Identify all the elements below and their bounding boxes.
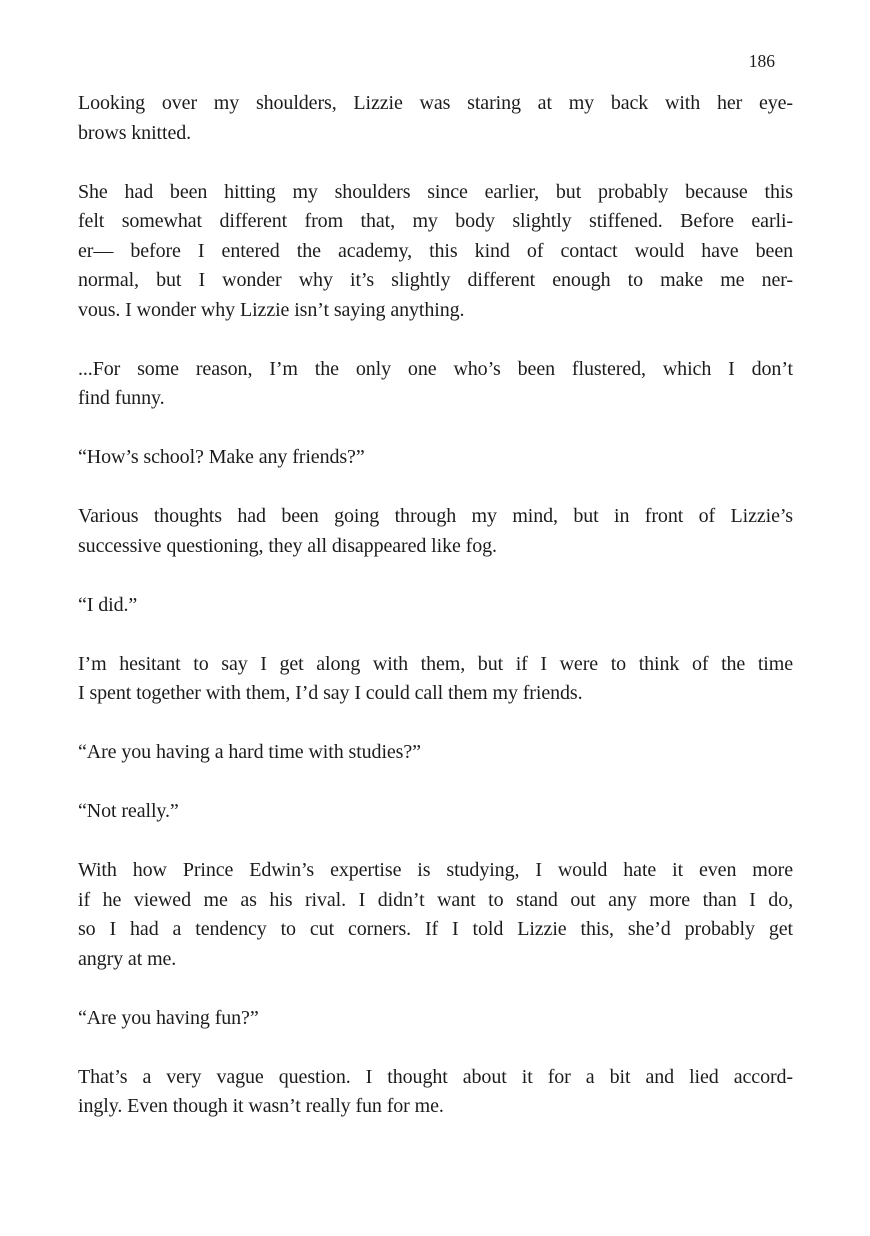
text-line: vous. I wonder why Lizzie isn’t saying anything. bbox=[78, 298, 465, 321]
text-line: That’s a very vague question. I thought about it for a bit and lied accord- bbox=[78, 1065, 793, 1088]
text-line: successive questioning, they all disappeared like fog. bbox=[78, 534, 497, 557]
text-line: find funny. bbox=[78, 387, 165, 409]
text-line: ingly. Even though it wasn’t really fun for me. bbox=[78, 1095, 444, 1117]
text-line: normal, but I wonder why it’s slightly different enough to make me ner- bbox=[78, 269, 793, 291]
text-line: “I did.” bbox=[78, 593, 138, 616]
text-line: She had been hitting my shoulders since earlier, but probably because this bbox=[78, 180, 793, 203]
text-line: felt somewhat different from that, my body slightly stiffened. Before earli- bbox=[78, 210, 793, 232]
paragraph bbox=[78, 1063, 793, 1122]
paragraph bbox=[78, 502, 793, 561]
text-line: “Not really.” bbox=[78, 800, 179, 822]
text-line: I spent together with them, I’d say I could call them my friends. bbox=[78, 682, 583, 704]
text-line: er— before I entered the academy, this kind of contact would have been bbox=[78, 239, 793, 262]
page-number: 186 bbox=[748, 51, 775, 71]
text-line: ...For some reason, I’m the only one who’s been flustered, which I don’t bbox=[78, 357, 793, 380]
paragraph bbox=[78, 443, 793, 473]
paragraph bbox=[78, 797, 793, 827]
text-line: if he viewed me as his rival. I didn’t want to stand out any more than I do, bbox=[78, 888, 793, 911]
text-line: “Are you having a hard time with studies?” bbox=[78, 741, 421, 763]
paragraph bbox=[78, 738, 793, 768]
text-line: Various thoughts had been going through my mind, but in front of Lizzie’s bbox=[78, 505, 793, 527]
text-line: “Are you having fun?” bbox=[78, 1006, 259, 1029]
text-line: “How’s school? Make any friends?” bbox=[78, 446, 365, 468]
page-body bbox=[78, 89, 793, 1122]
text-line: With how Prince Edwin’s expertise is studying, I would hate it even more bbox=[78, 859, 793, 881]
paragraph bbox=[78, 1004, 793, 1034]
text-line: angry at me. bbox=[78, 947, 177, 970]
paragraph bbox=[78, 178, 793, 326]
text-line: I’m hesitant to say I get along with them, but if I were to think of the time bbox=[78, 652, 793, 675]
paragraph bbox=[78, 650, 793, 709]
paragraph bbox=[78, 591, 793, 621]
paragraph bbox=[78, 355, 793, 414]
text-line: Looking over my shoulders, Lizzie was staring at my back with her eye- bbox=[78, 92, 793, 114]
paragraph bbox=[78, 856, 793, 974]
text-line: brows knitted. bbox=[78, 121, 192, 144]
text-line: so I had a tendency to cut corners. If I told Lizzie this, she’d probably get bbox=[78, 918, 793, 940]
paragraph bbox=[78, 89, 793, 148]
